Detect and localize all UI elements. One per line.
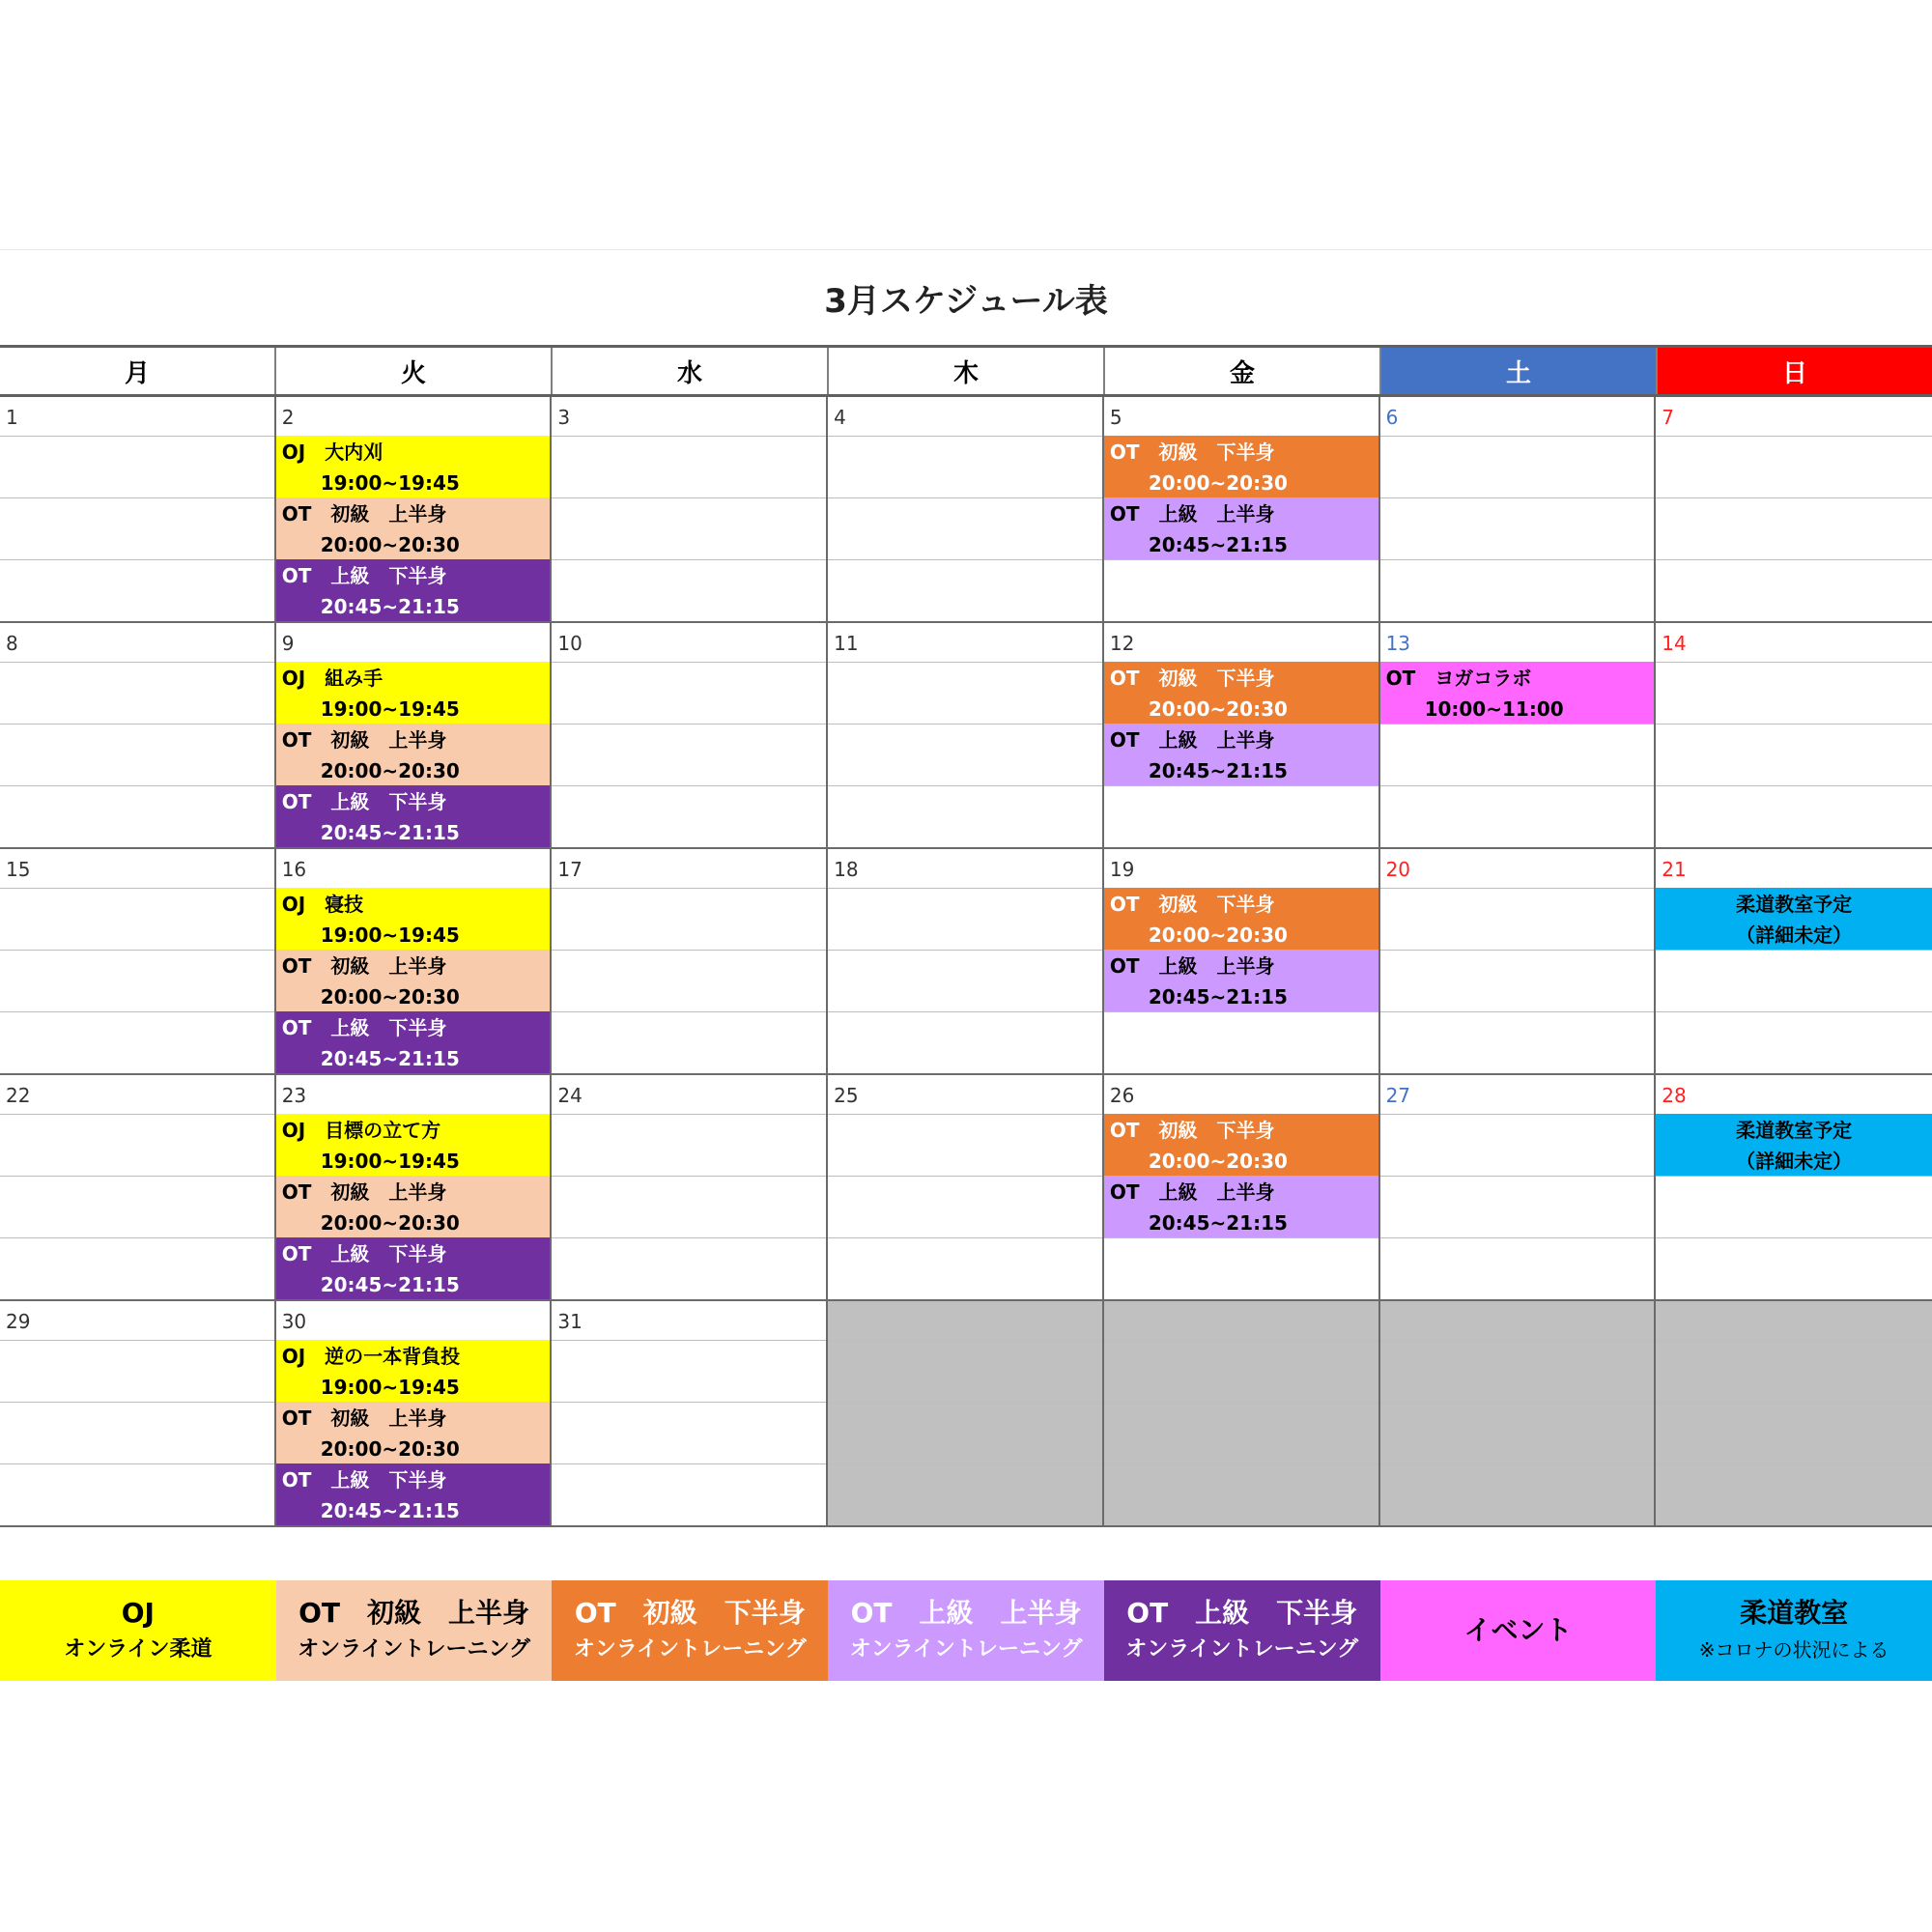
day-number: 13 bbox=[1385, 632, 1411, 655]
day-cell bbox=[0, 1301, 276, 1525]
day-number: 30 bbox=[281, 1310, 307, 1333]
divider bbox=[1656, 950, 1932, 951]
divider bbox=[828, 1114, 1102, 1115]
day-number: 18 bbox=[834, 858, 859, 881]
page-title: 3月スケジュール表 bbox=[824, 281, 1108, 321]
divider bbox=[1656, 1340, 1932, 1341]
day-number: 11 bbox=[834, 632, 859, 655]
day-number: 2 bbox=[281, 406, 295, 429]
event-time: 19:00~19:45 bbox=[320, 697, 460, 721]
day-cell bbox=[552, 623, 828, 847]
event-title: OT ヨガコラボ bbox=[1385, 667, 1532, 690]
divider bbox=[828, 436, 1102, 437]
divider bbox=[1656, 1463, 1932, 1464]
event-block bbox=[1104, 1114, 1378, 1176]
calendar-grid bbox=[0, 397, 1932, 1527]
day-cell bbox=[1380, 623, 1657, 847]
day-number: 17 bbox=[557, 858, 582, 881]
day-number: 5 bbox=[1109, 406, 1122, 429]
legend-item bbox=[0, 1580, 276, 1681]
event-title: OT 上級 上半身 bbox=[1109, 1180, 1275, 1204]
event-title: OT 上級 上半身 bbox=[1109, 728, 1275, 752]
event-title: OJ 逆の一本背負投 bbox=[281, 1345, 461, 1368]
divider bbox=[1380, 436, 1655, 437]
day-cell bbox=[0, 623, 276, 847]
event-block bbox=[1104, 724, 1378, 785]
divider bbox=[828, 662, 1102, 663]
divider bbox=[552, 1402, 826, 1403]
day-number: 12 bbox=[1109, 632, 1135, 655]
divider bbox=[1104, 1237, 1378, 1238]
divider bbox=[1380, 1463, 1655, 1464]
day-number: 8 bbox=[6, 632, 18, 655]
day-cell bbox=[828, 623, 1104, 847]
event-time: （詳細未定） bbox=[1736, 1150, 1853, 1173]
event-time: 20:45~21:15 bbox=[320, 1499, 460, 1522]
event-time: 10:00~11:00 bbox=[1424, 697, 1564, 721]
divider bbox=[828, 1340, 1102, 1341]
event-block bbox=[276, 1011, 551, 1073]
legend-title: 柔道教室 bbox=[1740, 1597, 1849, 1629]
event-time: 20:45~21:15 bbox=[1148, 985, 1288, 1009]
event-title: OJ 寝技 bbox=[281, 893, 364, 916]
divider bbox=[1380, 1114, 1655, 1115]
divider bbox=[1380, 950, 1655, 951]
week-row bbox=[0, 397, 1932, 623]
event-block bbox=[1104, 436, 1378, 497]
day-number: 29 bbox=[6, 1310, 31, 1333]
day-cell bbox=[1104, 623, 1380, 847]
divider bbox=[0, 559, 274, 560]
event-block bbox=[276, 1114, 551, 1176]
day-number: 31 bbox=[557, 1310, 582, 1333]
legend-item bbox=[1380, 1580, 1657, 1681]
day-number: 27 bbox=[1385, 1084, 1411, 1107]
day-cell bbox=[1104, 849, 1380, 1073]
day-cell bbox=[0, 397, 276, 621]
divider bbox=[1104, 1340, 1378, 1341]
day-cell bbox=[828, 849, 1104, 1073]
event-title: OT 初級 下半身 bbox=[1109, 1119, 1275, 1142]
divider bbox=[1656, 1176, 1932, 1177]
day-cell bbox=[276, 397, 553, 621]
divider bbox=[552, 785, 826, 786]
divider bbox=[552, 662, 826, 663]
divider bbox=[0, 1114, 274, 1115]
event-title: OT 初級 下半身 bbox=[1109, 667, 1275, 690]
divider bbox=[0, 1340, 274, 1341]
day-cell bbox=[276, 849, 553, 1073]
day-number: 4 bbox=[834, 406, 846, 429]
divider bbox=[828, 888, 1102, 889]
day-number: 25 bbox=[834, 1084, 859, 1107]
event-time: 20:00~20:30 bbox=[320, 533, 460, 556]
divider bbox=[828, 785, 1102, 786]
day-cell bbox=[1656, 623, 1932, 847]
legend bbox=[0, 1580, 1932, 1681]
day-cell bbox=[1104, 1075, 1380, 1299]
divider bbox=[828, 1463, 1102, 1464]
day-number: 28 bbox=[1662, 1084, 1687, 1107]
event-title: OT 上級 下半身 bbox=[281, 564, 447, 587]
day-number: 15 bbox=[6, 858, 31, 881]
weekday-header-row bbox=[0, 345, 1932, 397]
divider bbox=[0, 1237, 274, 1238]
divider bbox=[828, 1011, 1102, 1012]
week-row bbox=[0, 1301, 1932, 1527]
event-block bbox=[276, 1340, 551, 1402]
divider bbox=[0, 950, 274, 951]
divider bbox=[1380, 785, 1655, 786]
event-block bbox=[276, 662, 551, 724]
legend-subtitle: ※コロナの状況による bbox=[1698, 1638, 1889, 1662]
event-block bbox=[276, 1176, 551, 1237]
event-block bbox=[276, 724, 551, 785]
event-block bbox=[276, 950, 551, 1011]
divider bbox=[552, 1176, 826, 1177]
day-number: 10 bbox=[557, 632, 582, 655]
legend-subtitle: オンライントレーニング bbox=[849, 1637, 1083, 1662]
divider bbox=[0, 785, 274, 786]
divider bbox=[0, 662, 274, 663]
event-title: OT 上級 下半身 bbox=[281, 790, 447, 813]
weekday-header: 日 bbox=[1658, 348, 1932, 394]
day-number: 26 bbox=[1109, 1084, 1135, 1107]
legend-subtitle: オンライントレーニング bbox=[1125, 1637, 1359, 1662]
event-block bbox=[276, 497, 551, 559]
divider bbox=[1656, 497, 1932, 498]
divider bbox=[1656, 1011, 1932, 1012]
divider bbox=[552, 1011, 826, 1012]
weekday-header: 金 bbox=[1105, 348, 1381, 394]
divider bbox=[1656, 662, 1932, 663]
divider bbox=[1380, 497, 1655, 498]
divider bbox=[1656, 785, 1932, 786]
weekday-header: 月 bbox=[0, 348, 276, 394]
divider bbox=[0, 436, 274, 437]
day-cell bbox=[0, 849, 276, 1073]
divider bbox=[1380, 559, 1655, 560]
event-title: OT 初級 上半身 bbox=[281, 502, 447, 526]
legend-title: OJ bbox=[121, 1597, 155, 1629]
event-title: OT 初級 上半身 bbox=[281, 728, 447, 752]
event-block bbox=[276, 559, 551, 621]
divider bbox=[552, 497, 826, 498]
event-time: 19:00~19:45 bbox=[320, 471, 460, 495]
day-number: 1 bbox=[6, 406, 18, 429]
event-block bbox=[276, 1237, 551, 1299]
divider bbox=[828, 559, 1102, 560]
event-block bbox=[1380, 662, 1655, 724]
divider bbox=[0, 497, 274, 498]
legend-title: イベント bbox=[1463, 1614, 1573, 1646]
divider bbox=[1104, 1011, 1378, 1012]
event-title: OT 初級 上半身 bbox=[281, 954, 447, 978]
divider bbox=[1656, 559, 1932, 560]
event-time: 20:00~20:30 bbox=[320, 985, 460, 1009]
event-title: 柔道教室予定 bbox=[1736, 893, 1853, 916]
event-block bbox=[276, 888, 551, 950]
day-number: 7 bbox=[1662, 406, 1675, 429]
divider bbox=[552, 1340, 826, 1341]
divider bbox=[1380, 1340, 1655, 1341]
legend-subtitle: オンライントレーニング bbox=[573, 1637, 807, 1662]
legend-title: OT 上級 上半身 bbox=[850, 1597, 1082, 1629]
divider bbox=[828, 1402, 1102, 1403]
day-cell bbox=[828, 1301, 1104, 1525]
event-block bbox=[1104, 497, 1378, 559]
day-cell bbox=[552, 397, 828, 621]
divider bbox=[552, 436, 826, 437]
divider bbox=[1380, 888, 1655, 889]
day-number: 14 bbox=[1662, 632, 1687, 655]
event-title: OJ 大内刈 bbox=[281, 440, 384, 464]
event-block bbox=[276, 436, 551, 497]
day-cell bbox=[1656, 1301, 1932, 1525]
day-cell bbox=[1656, 1075, 1932, 1299]
day-cell bbox=[1380, 1301, 1657, 1525]
day-cell bbox=[1380, 1075, 1657, 1299]
event-time: 20:45~21:15 bbox=[1148, 533, 1288, 556]
day-number: 20 bbox=[1385, 858, 1411, 881]
event-time: 19:00~19:45 bbox=[320, 1376, 460, 1399]
day-number: 23 bbox=[281, 1084, 307, 1107]
legend-subtitle: オンライントレーニング bbox=[298, 1637, 531, 1662]
divider bbox=[828, 497, 1102, 498]
divider bbox=[0, 888, 274, 889]
event-time: 20:00~20:30 bbox=[1148, 1150, 1288, 1173]
divider bbox=[828, 950, 1102, 951]
event-time: 19:00~19:45 bbox=[320, 1150, 460, 1173]
event-time: 20:45~21:15 bbox=[320, 821, 460, 844]
schedule-sheet bbox=[0, 249, 1932, 1681]
divider bbox=[828, 1237, 1102, 1238]
divider bbox=[1104, 559, 1378, 560]
event-title: OT 上級 下半身 bbox=[281, 1242, 447, 1265]
event-title: 柔道教室予定 bbox=[1736, 1119, 1853, 1142]
event-title: OT 初級 下半身 bbox=[1109, 893, 1275, 916]
event-time: 20:00~20:30 bbox=[320, 1437, 460, 1461]
divider bbox=[552, 1114, 826, 1115]
day-number: 3 bbox=[557, 406, 571, 429]
divider bbox=[1380, 1176, 1655, 1177]
day-cell bbox=[0, 1075, 276, 1299]
week-row bbox=[0, 1075, 1932, 1301]
day-number: 16 bbox=[281, 858, 307, 881]
divider bbox=[1104, 1402, 1378, 1403]
day-cell bbox=[828, 397, 1104, 621]
event-block bbox=[1104, 888, 1378, 950]
day-cell bbox=[276, 1301, 553, 1525]
event-time: 20:00~20:30 bbox=[1148, 697, 1288, 721]
day-number: 6 bbox=[1385, 406, 1399, 429]
event-block bbox=[276, 1463, 551, 1525]
event-time: 20:45~21:15 bbox=[320, 595, 460, 618]
event-time: 20:00~20:30 bbox=[1148, 923, 1288, 947]
day-cell bbox=[1380, 397, 1657, 621]
day-cell bbox=[552, 849, 828, 1073]
event-time: 20:00~20:30 bbox=[320, 759, 460, 782]
day-number: 9 bbox=[281, 632, 295, 655]
divider bbox=[0, 1176, 274, 1177]
day-cell bbox=[552, 1301, 828, 1525]
divider bbox=[1656, 1237, 1932, 1238]
weekday-header: 木 bbox=[829, 348, 1105, 394]
event-block bbox=[276, 785, 551, 847]
event-time: 20:45~21:15 bbox=[1148, 1211, 1288, 1235]
day-cell bbox=[1104, 397, 1380, 621]
divider bbox=[0, 1011, 274, 1012]
weekday-header: 水 bbox=[553, 348, 829, 394]
event-title: OJ 目標の立て方 bbox=[281, 1119, 441, 1142]
week-row bbox=[0, 849, 1932, 1075]
event-block bbox=[1104, 1176, 1378, 1237]
event-title: OT 上級 上半身 bbox=[1109, 502, 1275, 526]
event-time: 20:45~21:15 bbox=[1148, 759, 1288, 782]
day-number: 24 bbox=[557, 1084, 582, 1107]
day-cell bbox=[276, 623, 553, 847]
event-time: 20:00~20:30 bbox=[1148, 471, 1288, 495]
divider bbox=[828, 1176, 1102, 1177]
legend-item bbox=[1656, 1580, 1932, 1681]
divider bbox=[1380, 1402, 1655, 1403]
event-time: 20:45~21:15 bbox=[320, 1047, 460, 1070]
day-cell bbox=[1380, 849, 1657, 1073]
legend-title: OT 上級 下半身 bbox=[1126, 1597, 1358, 1629]
event-title: OT 初級 上半身 bbox=[281, 1180, 447, 1204]
legend-item bbox=[828, 1580, 1104, 1681]
event-title: OT 上級 下半身 bbox=[281, 1016, 447, 1039]
divider bbox=[0, 1463, 274, 1464]
day-cell bbox=[552, 1075, 828, 1299]
divider bbox=[1104, 1463, 1378, 1464]
divider bbox=[1656, 436, 1932, 437]
event-block bbox=[1656, 888, 1932, 950]
weekday-header: 土 bbox=[1381, 348, 1658, 394]
legend-item bbox=[552, 1580, 828, 1681]
divider bbox=[552, 888, 826, 889]
event-time: 20:00~20:30 bbox=[320, 1211, 460, 1235]
event-title: OT 上級 上半身 bbox=[1109, 954, 1275, 978]
weekday-header: 火 bbox=[276, 348, 553, 394]
legend-item bbox=[276, 1580, 553, 1681]
event-title: OJ 組み手 bbox=[281, 667, 384, 690]
event-time: 19:00~19:45 bbox=[320, 923, 460, 947]
divider bbox=[0, 1402, 274, 1403]
divider bbox=[1656, 1402, 1932, 1403]
day-cell bbox=[1656, 397, 1932, 621]
event-time: 20:45~21:15 bbox=[320, 1273, 460, 1296]
event-block bbox=[1104, 950, 1378, 1011]
day-cell bbox=[1656, 849, 1932, 1073]
divider bbox=[552, 559, 826, 560]
legend-title: OT 初級 上半身 bbox=[298, 1597, 530, 1629]
divider bbox=[552, 950, 826, 951]
day-number: 21 bbox=[1662, 858, 1687, 881]
divider bbox=[1380, 1237, 1655, 1238]
day-number: 22 bbox=[6, 1084, 31, 1107]
day-cell bbox=[1104, 1301, 1380, 1525]
divider bbox=[552, 1237, 826, 1238]
event-block bbox=[1656, 1114, 1932, 1176]
event-block bbox=[1104, 662, 1378, 724]
event-title: OT 初級 下半身 bbox=[1109, 440, 1275, 464]
divider bbox=[1380, 1011, 1655, 1012]
day-cell bbox=[276, 1075, 553, 1299]
divider bbox=[1104, 785, 1378, 786]
event-title: OT 上級 下半身 bbox=[281, 1468, 447, 1492]
legend-item bbox=[1104, 1580, 1380, 1681]
day-cell bbox=[828, 1075, 1104, 1299]
legend-subtitle: オンライン柔道 bbox=[64, 1637, 213, 1662]
event-time: （詳細未定） bbox=[1736, 923, 1853, 947]
divider bbox=[552, 1463, 826, 1464]
event-block bbox=[276, 1402, 551, 1463]
legend-title: OT 初級 下半身 bbox=[574, 1597, 806, 1629]
day-number: 19 bbox=[1109, 858, 1135, 881]
event-title: OT 初級 上半身 bbox=[281, 1406, 447, 1430]
week-row bbox=[0, 623, 1932, 849]
